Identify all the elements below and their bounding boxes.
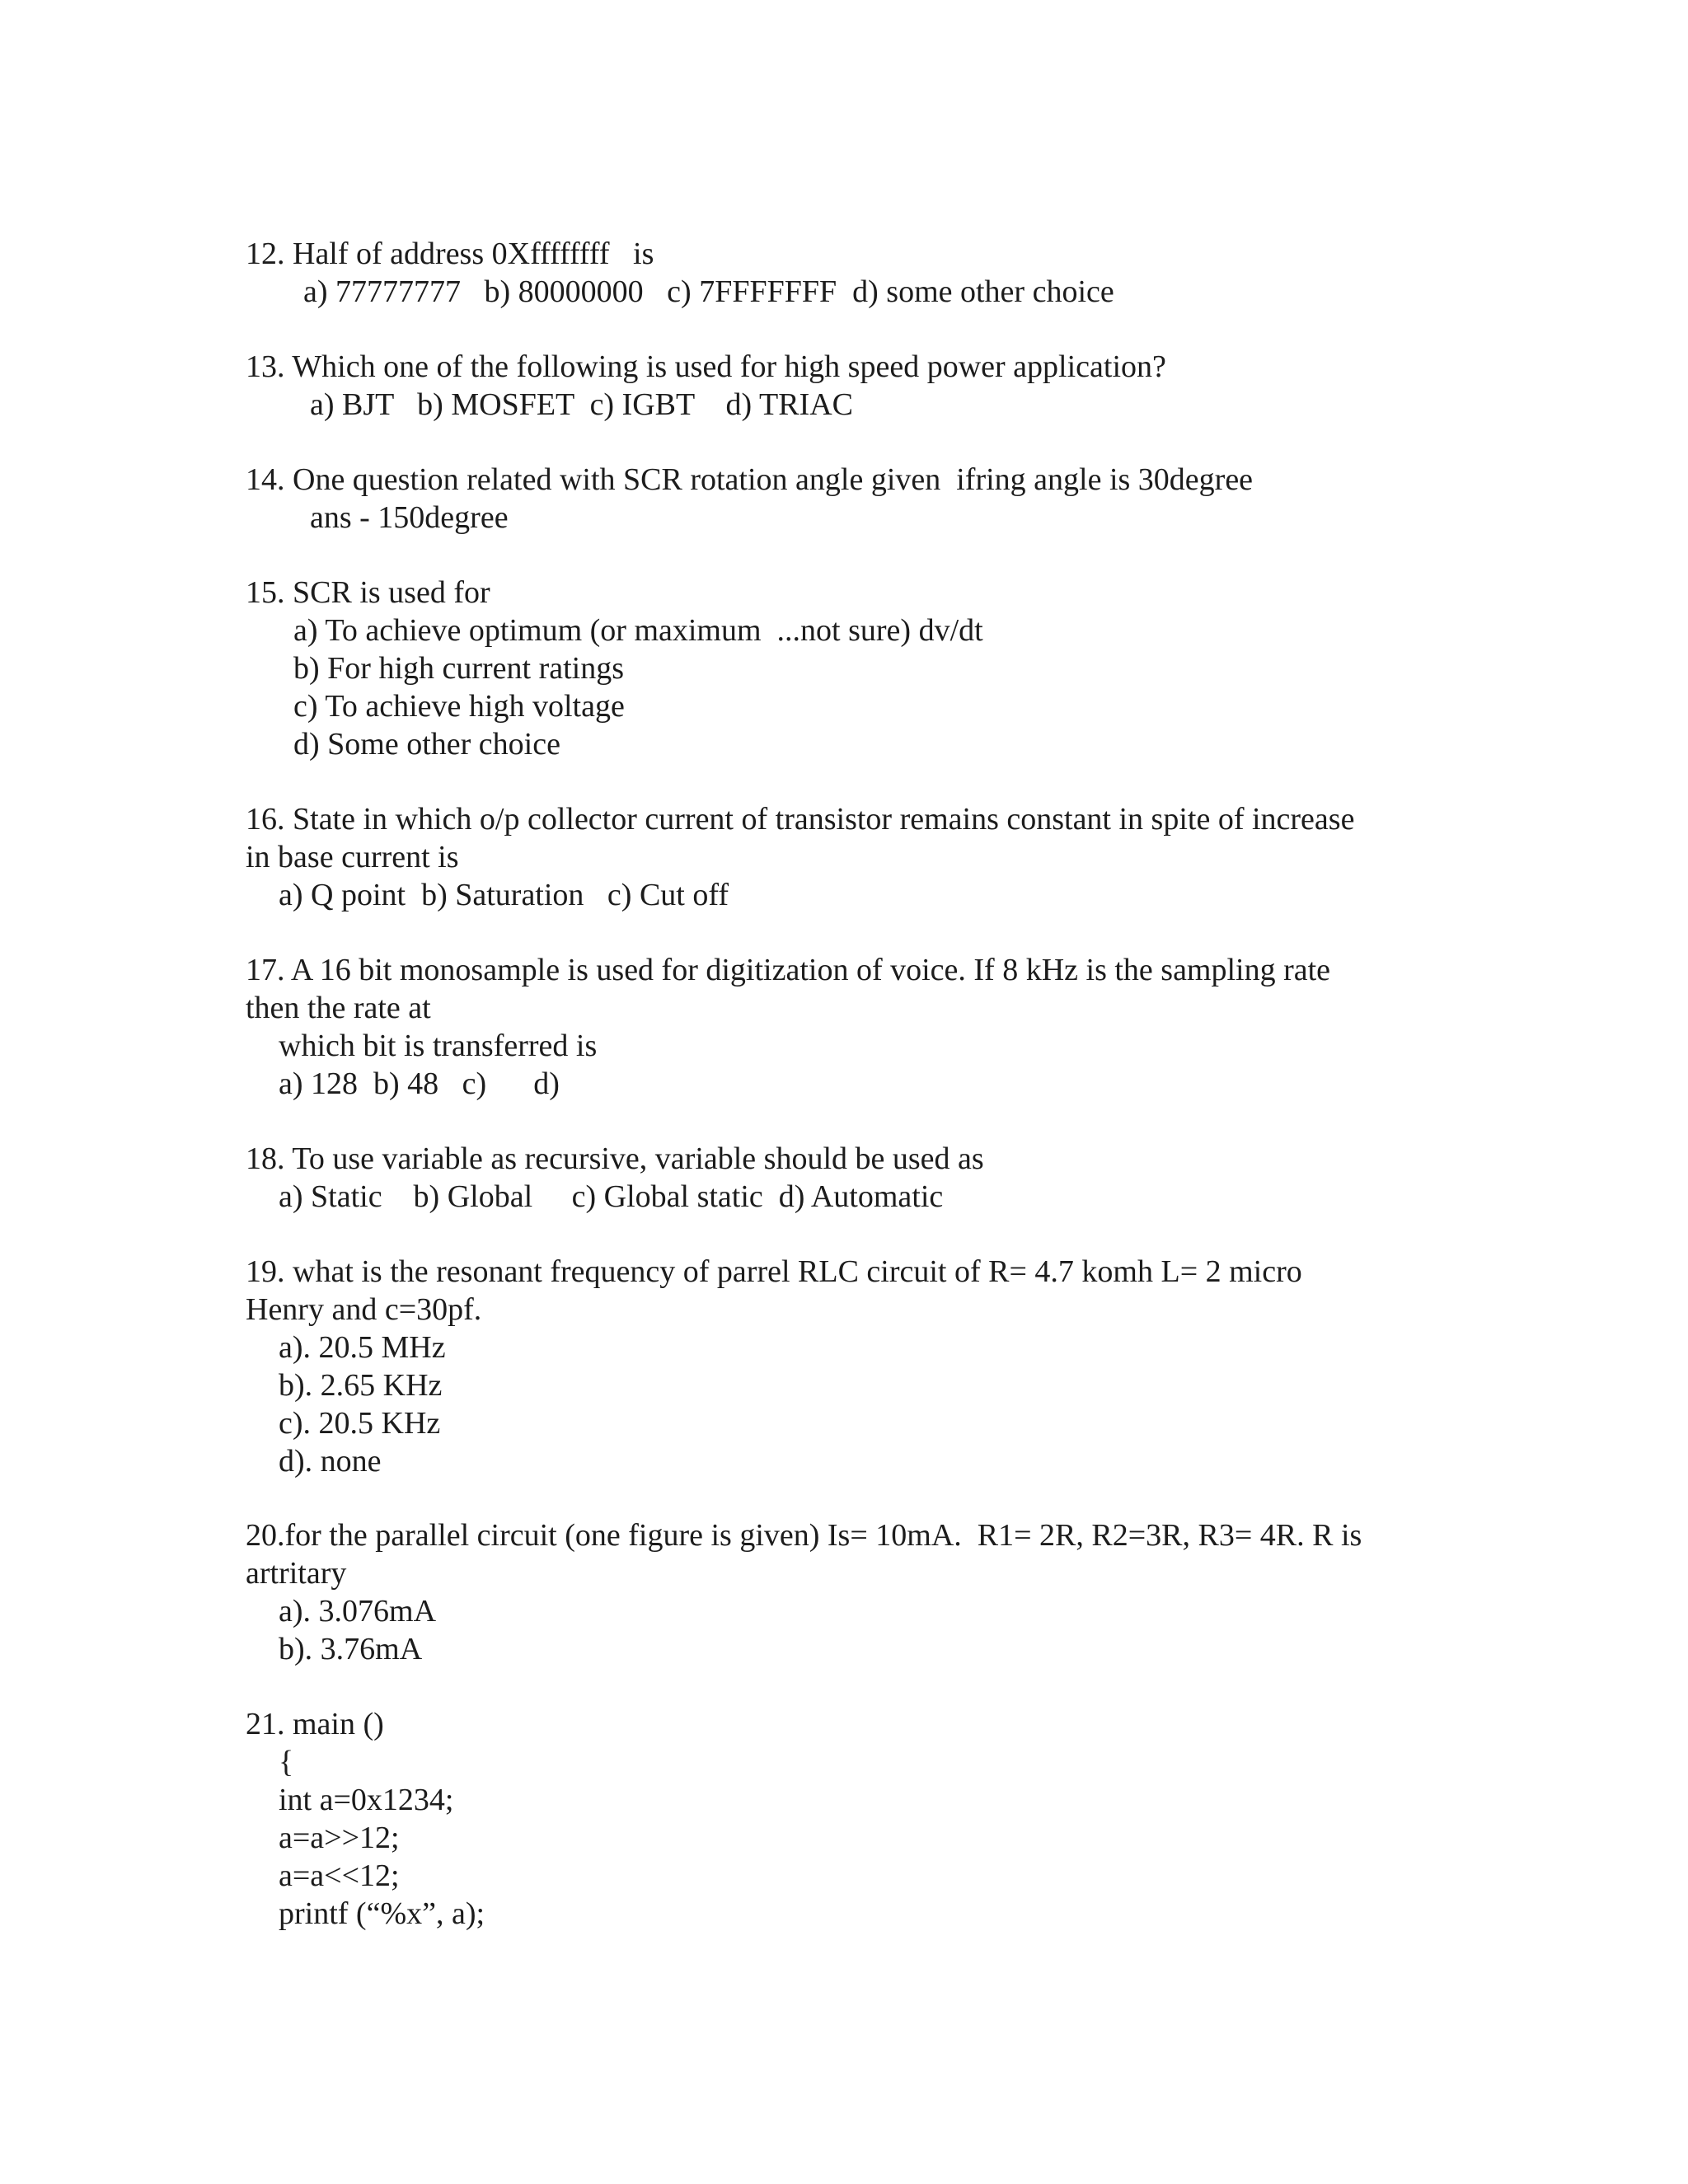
question-12-options: a) 77777777 b) 80000000 c) 7FFFFFFF d) some other choice bbox=[303, 274, 1114, 309]
code-line-printf: printf (“%x”, a); bbox=[279, 1896, 485, 1931]
code-line-shift-right: a=a>>12; bbox=[279, 1821, 400, 1855]
code-line-shift-left: a=a<<12; bbox=[279, 1858, 400, 1893]
question-19-option-b: b). 2.65 KHz bbox=[279, 1368, 443, 1403]
question-20-option-a: a). 3.076mA bbox=[279, 1594, 437, 1629]
question-20-stem-line1: 20.for the parallel circuit (one figure is given) Is= 10mA. R1= 2R, R2=3R, R3= 4R. R is bbox=[246, 1518, 1362, 1553]
question-17-options: a) 128 b) 48 c) d) bbox=[279, 1066, 560, 1101]
code-line-open-brace: { bbox=[279, 1745, 294, 1779]
question-16-options: a) Q point b) Saturation c) Cut off bbox=[279, 878, 729, 912]
question-15-stem: 15. SCR is used for bbox=[246, 575, 490, 610]
question-12-stem: 12. Half of address 0Xffffffff is bbox=[246, 237, 654, 271]
question-21-stem: 21. main () bbox=[246, 1707, 384, 1741]
question-15-option-d: d) Some other choice bbox=[293, 727, 560, 762]
question-19-stem-line1: 19. what is the resonant frequency of parrel RLC circuit of R= 4.7 komh L= 2 micro bbox=[246, 1254, 1302, 1289]
question-19-option-c: c). 20.5 KHz bbox=[279, 1406, 441, 1441]
question-14-stem: 14. One question related with SCR rotation angle given ifring angle is 30degree bbox=[246, 462, 1254, 497]
question-17-stem-line3: which bit is transferred is bbox=[279, 1029, 598, 1063]
question-17-stem-line2: then the rate at bbox=[246, 991, 431, 1025]
question-20-stem-line2: artritary bbox=[246, 1556, 347, 1591]
question-20-option-b: b). 3.76mA bbox=[279, 1632, 423, 1666]
question-15-option-a: a) To achieve optimum (or maximum ...not sure) dv/dt bbox=[293, 613, 983, 648]
question-16-stem-line1: 16. State in which o/p collector current of transistor remains constant in spite of increase bbox=[246, 802, 1355, 837]
question-15-option-c: c) To achieve high voltage bbox=[293, 689, 625, 724]
code-line-declaration: int a=0x1234; bbox=[279, 1783, 454, 1817]
question-17-stem-line1: 17. A 16 bit monosample is used for digitization of voice. If 8 kHz is the sampling rate bbox=[246, 953, 1331, 987]
question-13-stem: 13. Which one of the following is used for high speed power application? bbox=[246, 349, 1166, 384]
question-19-stem-line2: Henry and c=30pf. bbox=[246, 1292, 482, 1327]
question-14-answer: ans - 150degree bbox=[310, 500, 509, 535]
question-15-option-b: b) For high current ratings bbox=[293, 651, 625, 686]
question-19-option-d: d). none bbox=[279, 1444, 382, 1479]
question-19-option-a: a). 20.5 MHz bbox=[279, 1330, 446, 1365]
question-18-stem: 18. To use variable as recursive, variable should be used as bbox=[246, 1141, 984, 1176]
question-18-options: a) Static b) Global c) Global static d) Automatic bbox=[279, 1179, 944, 1214]
question-13-options: a) BJT b) MOSFET c) IGBT d) TRIAC bbox=[310, 387, 854, 422]
question-16-stem-line2: in base current is bbox=[246, 840, 459, 874]
